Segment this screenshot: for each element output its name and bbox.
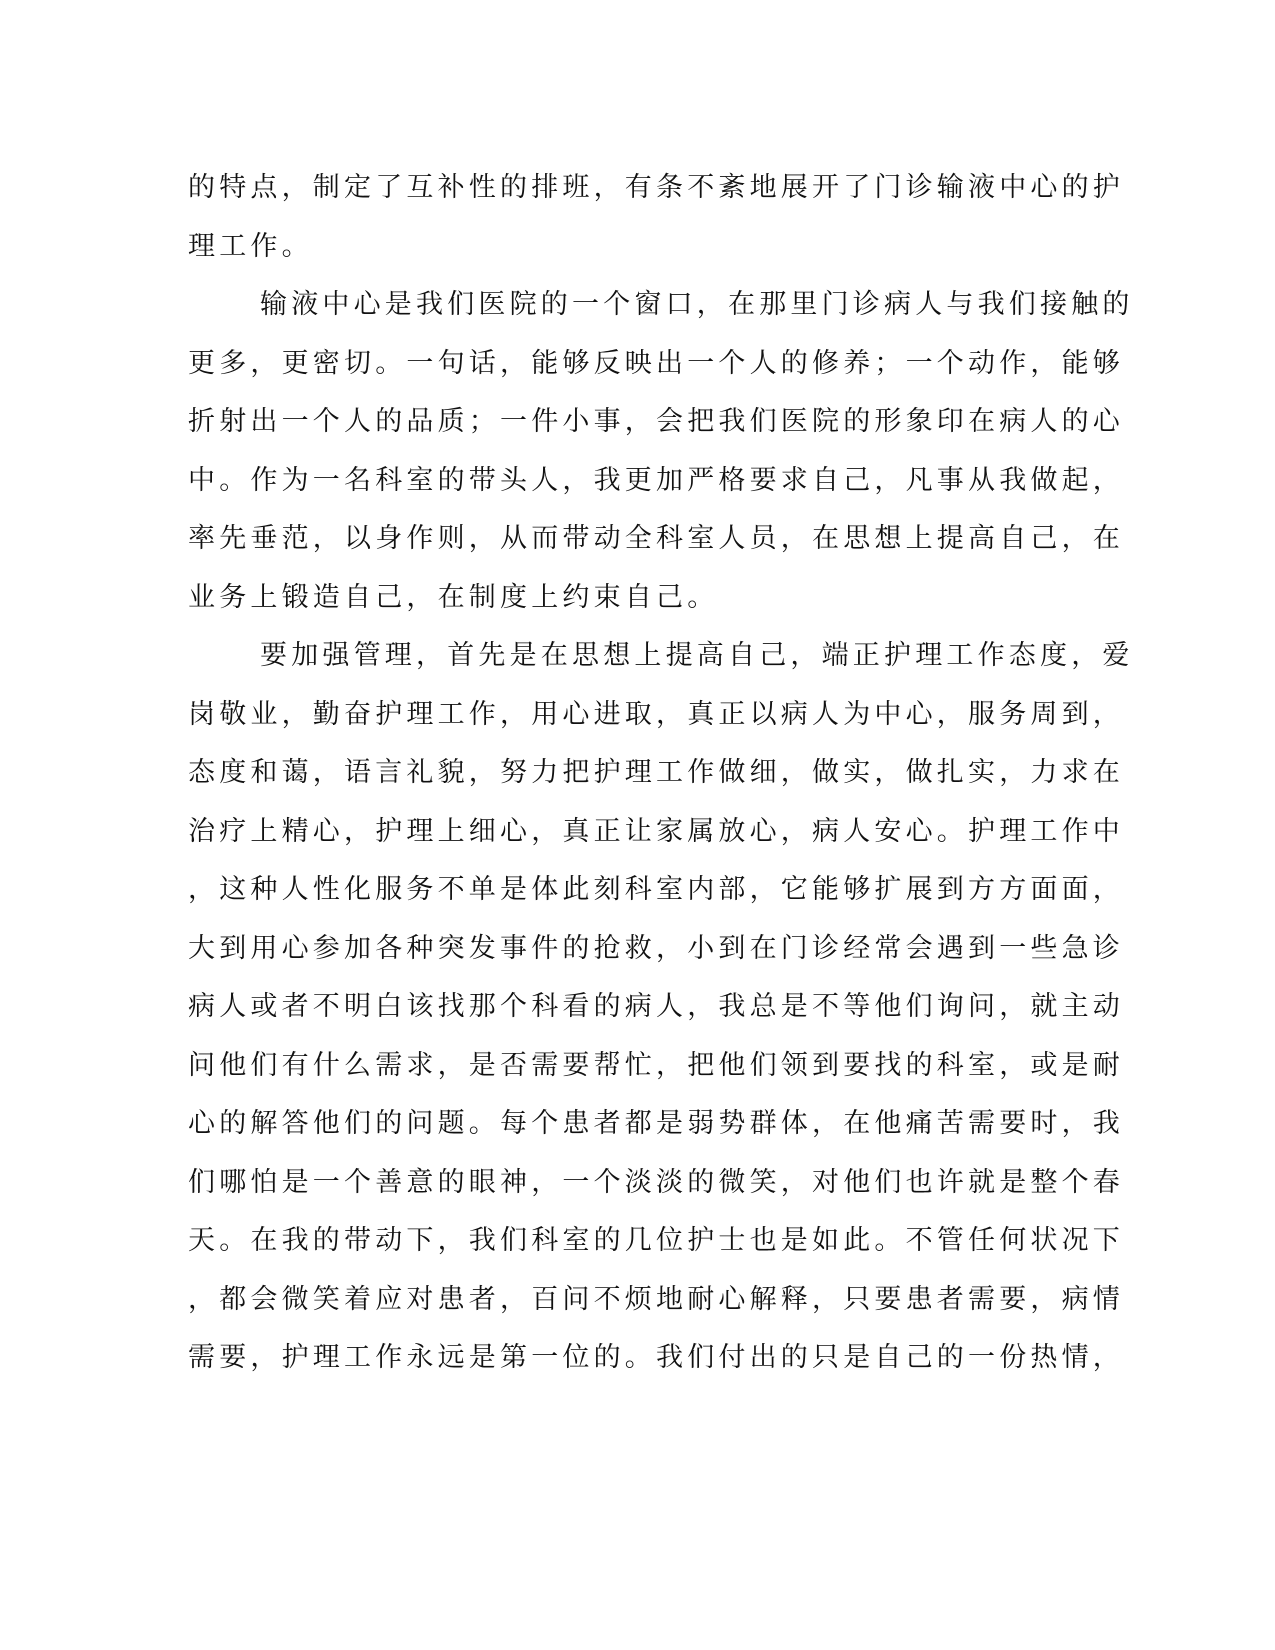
text-line: 更多，更密切。一句话，能够反映出一个人的修养；一个动作，能够 bbox=[188, 347, 1124, 379]
text-line: ，这种人性化服务不单是体此刻科室内部，它能够扩展到方方面面， bbox=[188, 874, 1124, 905]
text-line: 天。在我的带动下，我们科室的几位护士也是如此。不管任何状况下 bbox=[188, 1225, 1124, 1256]
text-line: ，都会微笑着应对患者，百问不烦地耐心解释，只要患者需要，病情 bbox=[188, 1283, 1124, 1315]
text-line: 输液中心是我们医院的一个窗口，在那里门诊病人与我们接触的 bbox=[260, 289, 1134, 320]
text-line: 折射出一个人的品质；一件小事，会把我们医院的形象印在病人的心 bbox=[188, 406, 1124, 437]
text-line: 心的解答他们的问题。每个患者都是弱势群体，在他痛苦需要时，我 bbox=[188, 1108, 1124, 1139]
text-line: 率先垂范，以身作则，从而带动全科室人员，在思想上提高自己，在 bbox=[188, 523, 1124, 554]
text-line: 们哪怕是一个善意的眼神，一个淡淡的微笑，对他们也许就是整个春 bbox=[188, 1166, 1124, 1198]
text-line: 需要，护理工作永远是第一位的。我们付出的只是自己的一份热情， bbox=[188, 1342, 1124, 1373]
text-line: 理工作。 bbox=[188, 230, 313, 262]
text-line: 中。作为一名科室的带头人，我更加严格要求自己，凡事从我做起， bbox=[188, 464, 1124, 496]
body-text bbox=[188, 159, 1134, 1388]
text-line: 问他们有什么需求，是否需要帮忙，把他们领到要找的科室，或是耐 bbox=[188, 1049, 1124, 1081]
text-line: 大到用心参加各种突发事件的抢救，小到在门诊经常会遇到一些急诊 bbox=[188, 932, 1124, 964]
text-line: 要加强管理，首先是在思想上提高自己，端正护理工作态度，爱 bbox=[260, 640, 1134, 671]
text-line: 治疗上精心，护理上细心，真正让家属放心，病人安心。护理工作中 bbox=[188, 815, 1124, 847]
text-line: 态度和蔼，语言礼貌，努力把护理工作做细，做实，做扎实，力求在 bbox=[188, 757, 1124, 788]
text-line: 的特点，制定了互补性的排班，有条不紊地展开了门诊输液中心的护 bbox=[188, 172, 1124, 203]
text-line: 岗敬业，勤奋护理工作，用心进取，真正以病人为中心，服务周到， bbox=[188, 698, 1124, 730]
text-line: 病人或者不明白该找那个科看的病人，我总是不等他们询问，就主动 bbox=[188, 991, 1124, 1022]
text-line: 业务上锻造自己，在制度上约束自己。 bbox=[188, 581, 719, 613]
